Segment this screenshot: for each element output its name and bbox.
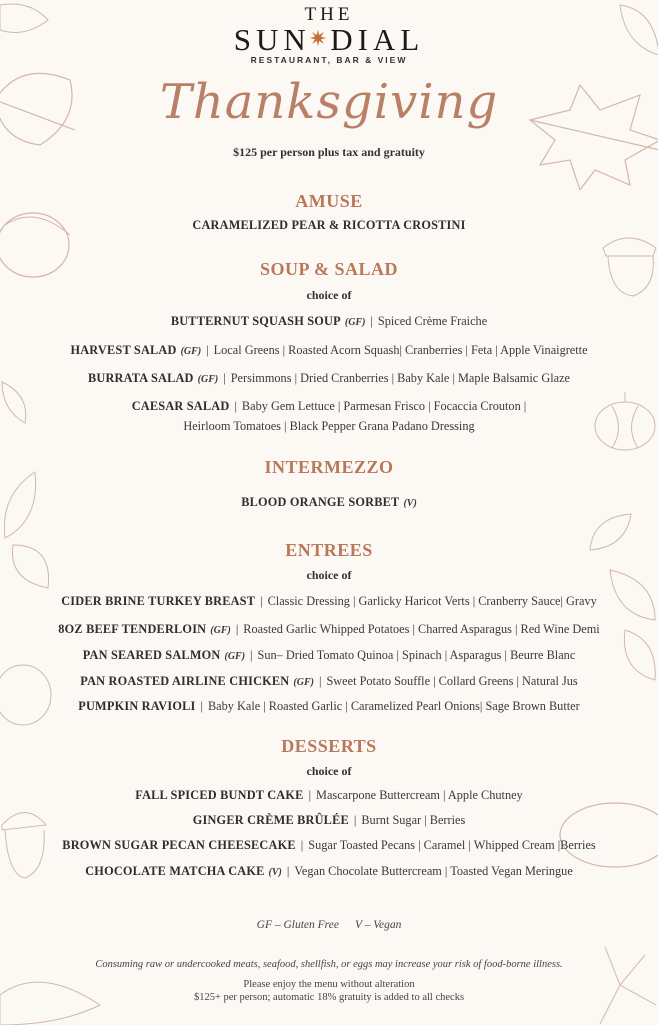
- item-name: GINGER CRÈME BRÛLÉE: [192, 813, 349, 827]
- item-description: Roasted Garlic Whipped Potatoes | Charred Asparagus | Red Wine Demi: [243, 622, 600, 636]
- item-tag: (GF): [344, 317, 366, 328]
- item-name: CIDER BRINE TURKEY BREAST: [61, 594, 256, 608]
- food-safety-warning: Consuming raw or undercooked meats, seafood, shellfish, or eggs may increase your risk of food-borne illness.: [95, 959, 563, 970]
- item-tag: (GF): [293, 677, 314, 688]
- item-description: Baby Kale | Roasted Garlic | Caramelized Pearl Onions| Sage Brown Butter: [207, 699, 580, 713]
- item-description: Baby Gem Lettuce | Parmesan Frisco | Focaccia Crouton |: [241, 399, 527, 413]
- dietary-legend: [0, 919, 658, 931]
- item-name: BUTTERNUT SQUASH SOUP: [170, 314, 341, 328]
- menu-item: FALL SPICED BUNDT CAKE | Mascarpone Buttercream | Apple Chutney: [135, 788, 523, 802]
- section-title-amuse: AMUSE: [295, 191, 363, 211]
- item-description: Sun– Dried Tomato Quinoa | Spinach | Asparagus | Beurre Blanc: [257, 648, 576, 662]
- item-tag: (GF): [210, 625, 231, 636]
- alteration-note: Please enjoy the menu without alteration: [243, 979, 415, 990]
- item-name: HARVEST SALAD: [70, 343, 177, 357]
- item-name: 8OZ BEEF TENDERLOIN: [58, 622, 207, 636]
- menu-item: CIDER BRINE TURKEY BREAST | Classic Dressing | Garlicky Haricot Verts | Cranberry Sauce| Gravy: [61, 594, 597, 608]
- logo-dial: DIAL: [330, 22, 425, 57]
- menu-item: PUMPKIN RAVIOLI | Baby Kale | Roasted Garlic | Caramelized Pearl Onions| Sage Brown Butter: [78, 699, 580, 713]
- section-title-soup-salad: SOUP & SALAD: [259, 259, 399, 279]
- item-name: PAN SEARED SALMON: [82, 648, 221, 662]
- item-name: PUMPKIN RAVIOLI: [78, 699, 196, 713]
- menu-item: [0, 495, 658, 510]
- menu-item-continued: Heirloom Tomatoes | Black Pepper Grana Padano Dressing: [183, 419, 475, 433]
- legend-vegan: V – Vegan: [354, 919, 402, 931]
- item-tag: (V): [403, 498, 417, 509]
- gratuity-note: $125+ per person; automatic 18% gratuity is added to all checks: [193, 992, 465, 1003]
- item-description: Burnt Sugar | Berries: [361, 813, 466, 827]
- choice-of-label: choice of: [306, 288, 352, 302]
- logo-sun: SUN: [233, 22, 311, 57]
- item-name: BURRATA SALAD: [87, 371, 194, 385]
- menu-item: PAN SEARED SALMON (GF) | Sun– Dried Tomato Quinoa | Spinach | Asparagus | Beurre Blanc: [82, 648, 576, 662]
- item-description: Classic Dressing | Garlicky Haricot Verts | Cranberry Sauce| Gravy: [267, 594, 597, 608]
- section-title-entrees: ENTREES: [285, 540, 373, 560]
- logo-subtitle: RESTAURANT, BAR & VIEW: [250, 55, 408, 65]
- item-name: CARAMELIZED PEAR & RICOTTA CROSTINI: [192, 218, 466, 232]
- item-description: Spiced Crème Fraiche: [377, 314, 488, 328]
- menu-item: BROWN SUGAR PECAN CHEESECAKE | Sugar Toasted Pecans | Caramel | Whipped Cream |Berries: [62, 838, 596, 852]
- item-description: Local Greens | Roasted Acorn Squash| Cranberries | Feta | Apple Vinaigrette: [213, 343, 588, 357]
- price-note: $125 per person plus tax and gratuity: [233, 145, 425, 159]
- item-tag: (GF): [224, 651, 246, 662]
- menu-item: BURRATA SALAD (GF) | Persimmons | Dried Cranberries | Baby Kale | Maple Balsamic Glaze: [87, 371, 570, 385]
- menu-item: BUTTERNUT SQUASH SOUP (GF) | Spiced Crème Fraiche: [170, 314, 488, 328]
- choice-of-label: choice of: [306, 568, 352, 582]
- choice-of-label: choice of: [306, 764, 352, 778]
- menu-item: HARVEST SALAD (GF) | Local Greens | Roasted Acorn Squash| Cranberries | Feta | Apple Vinaigrette: [70, 343, 588, 357]
- item-tag: (GF): [197, 374, 219, 385]
- item-tag: (V): [268, 867, 282, 878]
- item-description: Sugar Toasted Pecans | Caramel | Whipped Cream |Berries: [308, 838, 596, 852]
- item-description: Sweet Potato Souffle | Collard Greens | Natural Jus: [326, 674, 578, 688]
- section-title-intermezzo: INTERMEZZO: [264, 457, 394, 477]
- menu-title: Thanksgiving: [159, 74, 499, 130]
- item-name: CAESAR SALAD: [131, 399, 230, 413]
- logo-the: THE: [304, 4, 354, 25]
- item-description: Persimmons | Dried Cranberries | Baby Kale | Maple Balsamic Glaze: [230, 371, 570, 385]
- sun-star-icon: ✷: [308, 26, 333, 51]
- menu-item: 8OZ BEEF TENDERLOIN (GF) | Roasted Garlic Whipped Potatoes | Charred Asparagus | Red Wine Demi: [58, 622, 600, 636]
- item-tag: (GF): [180, 346, 202, 357]
- item-name: BROWN SUGAR PECAN CHEESECAKE: [62, 838, 296, 852]
- item-name: BLOOD ORANGE SORBET: [241, 495, 400, 509]
- menu-item: CAESAR SALAD | Baby Gem Lettuce | Parmesan Frisco | Focaccia Crouton |: [131, 399, 527, 413]
- legend-gluten-free: GF – Gluten Free: [256, 919, 339, 931]
- item-name: FALL SPICED BUNDT CAKE: [135, 788, 304, 802]
- logo-sundial: [0, 22, 658, 58]
- section-title-desserts: DESSERTS: [281, 736, 377, 756]
- menu-item: PAN ROASTED AIRLINE CHICKEN (GF) | Sweet Potato Souffle | Collard Greens | Natural Jus: [80, 674, 578, 688]
- item-name: CHOCOLATE MATCHA CAKE: [85, 864, 265, 878]
- pie-illustration-icon: [555, 795, 658, 875]
- item-description: Mascarpone Buttercream | Apple Chutney: [316, 788, 523, 802]
- item-name: PAN ROASTED AIRLINE CHICKEN: [80, 674, 290, 688]
- menu-item: GINGER CRÈME BRÛLÉE | Burnt Sugar | Berries: [192, 813, 466, 827]
- menu-item: CHOCOLATE MATCHA CAKE (V) | Vegan Chocolate Buttercream | Toasted Vegan Meringue: [85, 864, 573, 878]
- item-description: Vegan Chocolate Buttercream | Toasted Vegan Meringue: [294, 864, 573, 878]
- menu-item: [0, 218, 658, 233]
